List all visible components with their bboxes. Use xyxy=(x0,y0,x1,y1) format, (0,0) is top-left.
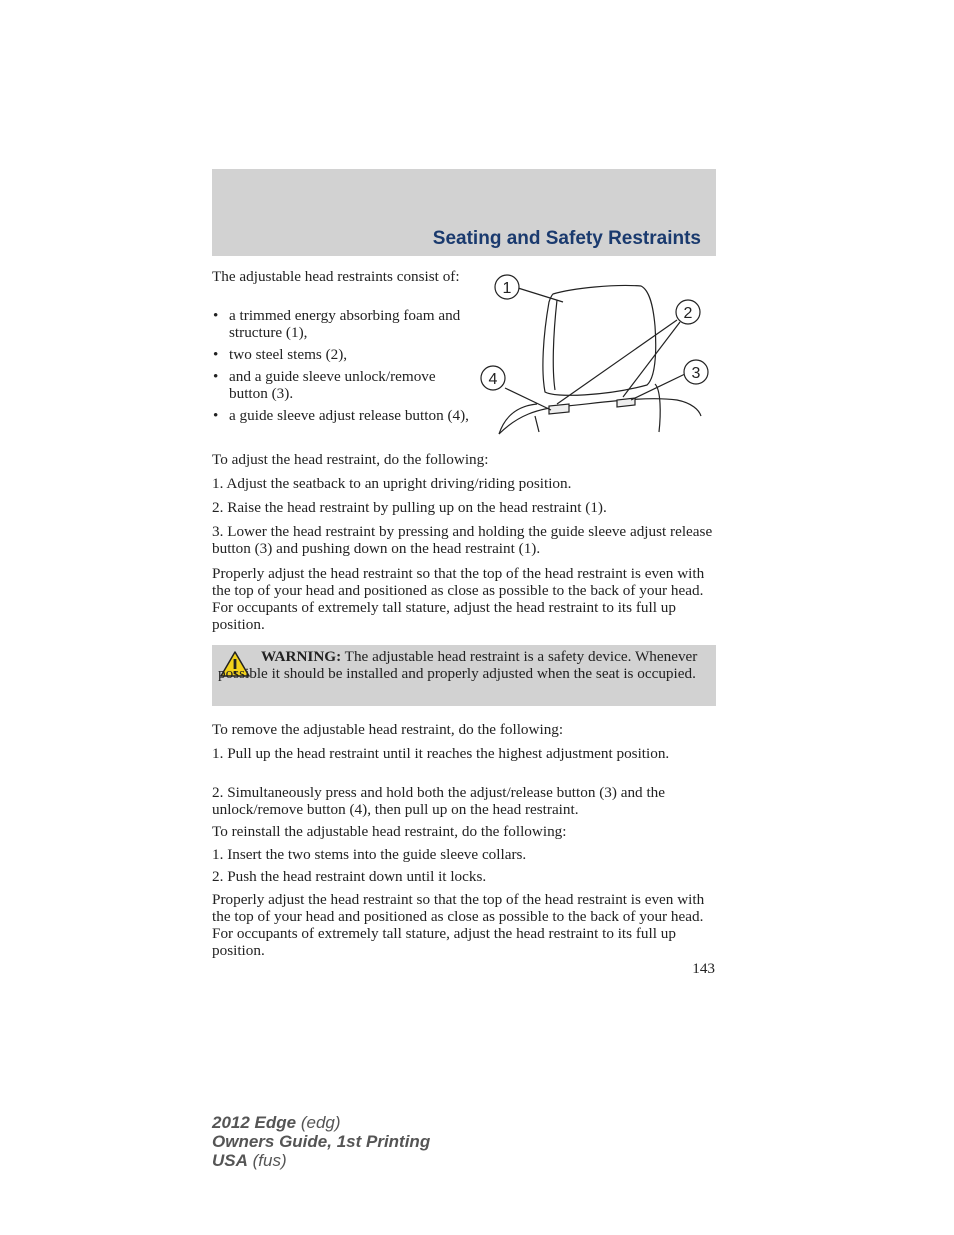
warning-body: The adjustable head restraint is a safety device. Whenever possible it should be installed and properly adjusted when the seat is occupied. xyxy=(218,648,698,682)
head-restraint-outline xyxy=(543,285,656,395)
adjust-step-3: 3. Lower the head restraint by pressing and holding the guide sleeve adjust release button (3) and pushing down on the head restraint (1). xyxy=(212,523,713,557)
footer-region-code: (fus) xyxy=(247,1151,287,1170)
footer-region-line xyxy=(212,1151,430,1170)
callout-2: 2 xyxy=(683,305,693,322)
footer-model: 2012 Edge xyxy=(212,1113,297,1132)
remove-step-2: 2. Simultaneously press and hold both the adjust/release button (3) and the unlock/remove button (4), then pull up on the head restraint. xyxy=(212,784,666,818)
footer-guide-line xyxy=(212,1132,430,1151)
footer-model-code: (edg) xyxy=(296,1113,341,1132)
head-restraint-edge xyxy=(553,300,557,390)
callout-1: 1 xyxy=(502,280,512,297)
callout-3: 3 xyxy=(691,365,701,382)
guide-sleeve-left xyxy=(549,404,569,414)
footer-region: USA xyxy=(212,1151,248,1170)
footer-guide: Owners Guide, 1st Printing xyxy=(212,1132,431,1151)
document-footer xyxy=(212,1113,430,1170)
remove-step-1: 1. Pull up the head restraint until it reaches the highest adjustment position. xyxy=(212,745,670,762)
seat-top-curve xyxy=(499,399,701,434)
adjust-guidance: Properly adjust the head restraint so that the top of the head restraint is even with the top of your head and positioned as close as possible to the back of your head. For occupants of extremely tall stature, adjust the head restraint to its full up position. xyxy=(212,565,705,633)
intro-lead: The adjustable head restraints consist of: xyxy=(212,268,460,285)
remove-lead: To remove the adjustable head restraint, do the following: xyxy=(212,721,564,738)
page-number: 143 xyxy=(692,960,715,977)
list-item: • two steel stems (2), xyxy=(212,346,474,363)
section-header-band xyxy=(212,169,716,256)
leader-line-4 xyxy=(505,388,551,410)
reinstall-lead: To reinstall the adjustable head restraint, do the following: xyxy=(212,823,567,840)
leader-line-2b xyxy=(623,322,680,397)
reinstall-guidance: Properly adjust the head restraint so that the top of the head restraint is even with the top of your head and positioned as close as possible to the back of your head. For occupants of extremely tall stature, adjust the head restraint to its full up position. xyxy=(212,891,705,959)
warning-text xyxy=(218,648,710,682)
seat-notch xyxy=(535,416,539,432)
reinstall-step-2: 2. Push the head restraint down until it locks. xyxy=(212,868,487,885)
adjust-step-1: 1. Adjust the seatback to an upright driving/riding position. xyxy=(212,475,572,492)
adjust-lead: To adjust the head restraint, do the following: xyxy=(212,451,489,468)
warning-box xyxy=(212,645,716,706)
list-item: • and a guide sleeve unlock/remove button (3). xyxy=(212,368,474,402)
reinstall-step-1: 1. Insert the two stems into the guide sleeve collars. xyxy=(212,846,527,863)
callout-4: 4 xyxy=(488,371,498,388)
list-item: • a trimmed energy absorbing foam and structure (1), xyxy=(212,307,474,341)
seat-right-edge xyxy=(655,384,660,432)
component-list xyxy=(212,307,474,429)
leader-line-1 xyxy=(518,288,563,302)
adjust-step-2: 2. Raise the head restraint by pulling up on the head restraint (1). xyxy=(212,499,607,516)
section-title: Seating and Safety Restraints xyxy=(432,228,701,249)
head-restraint-diagram xyxy=(477,266,717,438)
footer-model-line xyxy=(212,1113,430,1132)
list-item: • a guide sleeve adjust release button (4), xyxy=(212,407,474,424)
warning-label: WARNING: xyxy=(261,648,342,665)
